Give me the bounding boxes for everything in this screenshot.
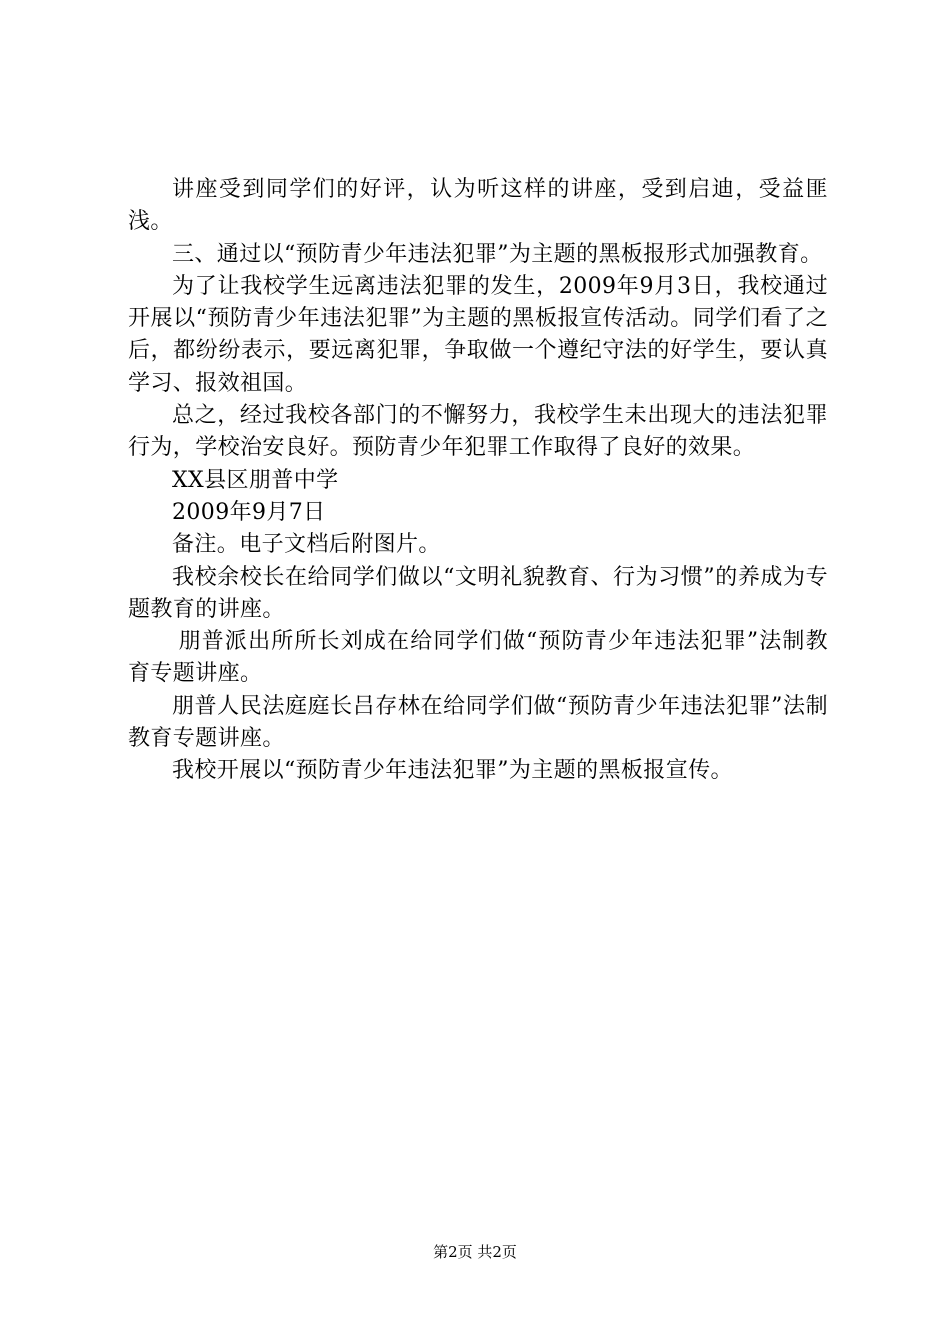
caption-court-lecture: 朋普人民法庭庭长吕存林在给同学们做“预防青少年违法犯罪”法制教育专题讲座。 bbox=[128, 693, 828, 752]
caption-police-lecture: 朋普派出所所长刘成在给同学们做“预防青少年违法犯罪”法制教育专题讲座。 bbox=[128, 629, 828, 687]
document-body bbox=[128, 174, 828, 788]
paragraph-lecture-feedback: 讲座受到同学们的好评，认为听这样的讲座，受到启迪，受益匪浅。 bbox=[128, 177, 828, 235]
page-footer bbox=[0, 1242, 950, 1262]
paragraph-blackboard-activity: 为了让我校学生远离违法犯罪的发生，2009年9月3日，我校通过开展以“预防青少年违法犯罪”为主题的黑板报宣传活动。同学们看了之后，都纷纷表示，要远离犯罪，争取做一个遵纪守法的好学生，要认真学习、报效祖国。 bbox=[128, 273, 828, 396]
caption-principal-lecture: 我校余校长在给同学们做以“文明礼貌教育、行为习惯”的养成为专题教育的讲座。 bbox=[128, 564, 828, 622]
paragraph-section-three-heading: 三、通过以“预防青少年违法犯罪”为主题的黑板报形式加强教育。 bbox=[172, 241, 823, 267]
caption-blackboard: 我校开展以“预防青少年违法犯罪”为主题的黑板报宣传。 bbox=[172, 758, 733, 784]
signature-school-name: XX县区朋普中学 bbox=[172, 467, 339, 493]
paragraph-note: 备注。电子文档后附图片。 bbox=[172, 532, 441, 558]
signature-date: 2009年9月7日 bbox=[172, 499, 326, 525]
page-number-label: 第2页 共2页 bbox=[433, 1243, 517, 1261]
paragraph-summary: 总之，经过我校各部门的不懈努力，我校学生未出现大的违法犯罪行为，学校治安良好。预防青少年犯罪工作取得了良好的效果。 bbox=[128, 403, 828, 461]
